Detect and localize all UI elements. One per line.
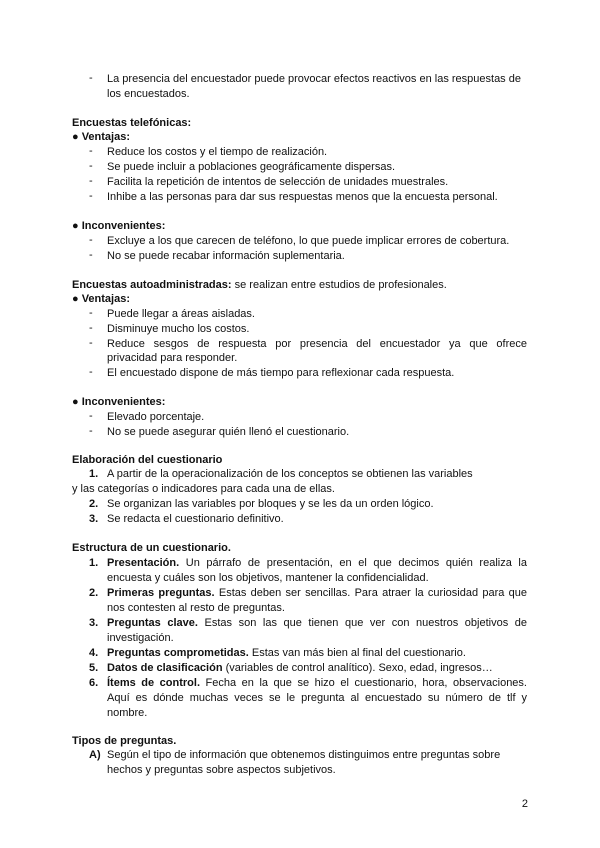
item-title: Ítems de control.: [107, 677, 200, 689]
bullet-dash: -: [89, 425, 93, 437]
list-number: 3.: [89, 513, 99, 525]
section-heading-line: [72, 278, 447, 292]
section-heading: Encuestas telefónicas:: [72, 117, 192, 129]
bullet-dash: -: [89, 175, 93, 187]
list-item-cont: nos contesten al resto de preguntas.: [107, 602, 285, 614]
item-title: Presentación.: [107, 557, 180, 569]
item-title: Datos de clasificación: [107, 662, 223, 674]
list-item: Reduce los costos y el tiempo de realización.: [107, 146, 328, 158]
list-item-cont: investigación.: [107, 632, 174, 644]
bullet-dash: -: [89, 72, 93, 84]
list-item: [107, 661, 493, 675]
intro-line: La presencia del encuestador puede provocar efectos reactivos en las respuestas de: [107, 73, 521, 85]
list-item: [107, 586, 527, 600]
item-text: Fecha en la que se hizo el cuestionario, hora, observaciones.: [200, 677, 527, 689]
list-item-cont: privacidad para responder.: [107, 352, 238, 364]
list-item-cont: y las categorías o indicadores para cada una de ellas.: [72, 483, 335, 495]
item-title: Primeras preguntas.: [107, 587, 215, 599]
list-item: Se organizan las variables por bloques y se les da un orden lógico.: [107, 498, 434, 510]
list-item: Según el tipo de información que obtenemos distinguimos entre preguntas sobre: [107, 749, 501, 761]
bullet-dash: -: [89, 366, 93, 378]
list-item-cont: nombre.: [107, 707, 148, 719]
bullet-dash: -: [89, 337, 93, 349]
list-letter: A): [89, 749, 101, 761]
item-title: Preguntas comprometidas.: [107, 647, 249, 659]
page-number: 2: [521, 798, 528, 810]
list-item: El encuestado dispone de más tiempo para reflexionar cada respuesta.: [107, 367, 455, 379]
item-text: Estas son las que tienen que ver con nuestros objetivos de: [197, 617, 527, 629]
list-number: 4.: [89, 647, 99, 659]
bullet-dash: -: [89, 234, 93, 246]
section-heading: Encuestas autoadministradas:: [72, 279, 232, 291]
list-number: 5.: [89, 662, 99, 674]
list-item-cont: Aquí es dónde muchas veces se le pregunta al encuestado su número de tlf y: [107, 692, 527, 704]
bullet-dash: -: [89, 410, 93, 422]
list-item: [107, 646, 466, 660]
inconvenientes-label: ● Inconvenientes:: [72, 396, 166, 408]
item-text: Estas deben ser sencillas. Para atraer la curiosidad para que: [214, 587, 527, 599]
list-item: Facilita la repetición de intentos de selección de unidades muestrales.: [107, 176, 449, 188]
list-item: No se puede asegurar quién llenó el cuestionario.: [107, 426, 350, 438]
bullet-dash: -: [89, 190, 93, 202]
section-heading: Estructura de un cuestionario.: [72, 542, 231, 554]
ventajas-label: ● Ventajas:: [72, 131, 131, 143]
list-item: [107, 556, 527, 570]
list-item: Puede llegar a áreas aisladas.: [107, 308, 255, 320]
ventajas-label: ● Ventajas:: [72, 293, 131, 305]
inconvenientes-label: ● Inconvenientes:: [72, 220, 166, 232]
item-text: Estas van más bien al final del cuestionario.: [248, 647, 466, 659]
item-text: Un párrafo de presentación, en el que decimos quién realiza la: [179, 557, 527, 569]
list-item: Excluye a los que carecen de teléfono, lo que puede implicar errores de cobertura.: [107, 235, 510, 247]
list-item: Disminuye mucho los costos.: [107, 323, 250, 335]
list-item: Se redacta el cuestionario definitivo.: [107, 513, 284, 525]
section-heading: Tipos de preguntas.: [72, 735, 177, 747]
list-item: [107, 676, 527, 690]
list-number: 2.: [89, 587, 99, 599]
list-item-cont: hechos y preguntas sobre aspectos subjetivos.: [107, 764, 336, 776]
bullet-dash: -: [89, 145, 93, 157]
list-number: 6.: [89, 677, 99, 689]
list-item: A partir de la operacionalización de los conceptos se obtienen las variables: [107, 468, 473, 480]
bullet-dash: -: [89, 249, 93, 261]
bullet-dash: -: [89, 322, 93, 334]
bullet-dash: -: [89, 160, 93, 172]
list-number: 1.: [89, 468, 99, 480]
list-number: 2.: [89, 498, 99, 510]
item-title: Preguntas clave.: [107, 617, 198, 629]
list-number: 1.: [89, 557, 99, 569]
list-item: [107, 616, 527, 630]
list-item-cont: encuesta y cuáles son los objetivos, mantener la confidencialidad.: [107, 572, 429, 584]
bullet-dash: -: [89, 307, 93, 319]
list-item: Se puede incluir a poblaciones geográficamente dispersas.: [107, 161, 396, 173]
section-heading-rest: se realizan entre estudios de profesionales.: [231, 279, 447, 291]
list-item: Elevado porcentaje.: [107, 411, 205, 423]
section-heading: Elaboración del cuestionario: [72, 454, 223, 466]
intro-line: los encuestados.: [107, 88, 190, 100]
list-item: Inhibe a las personas para dar sus respuestas menos que la encuesta personal.: [107, 191, 498, 203]
list-item: No se puede recabar información suplementaria.: [107, 250, 345, 262]
list-item: Reduce sesgos de respuesta por presencia del encuestador ya que ofrece: [107, 338, 527, 350]
item-text: (variables de control analítico). Sexo, edad, ingresos…: [222, 662, 493, 674]
list-number: 3.: [89, 617, 99, 629]
